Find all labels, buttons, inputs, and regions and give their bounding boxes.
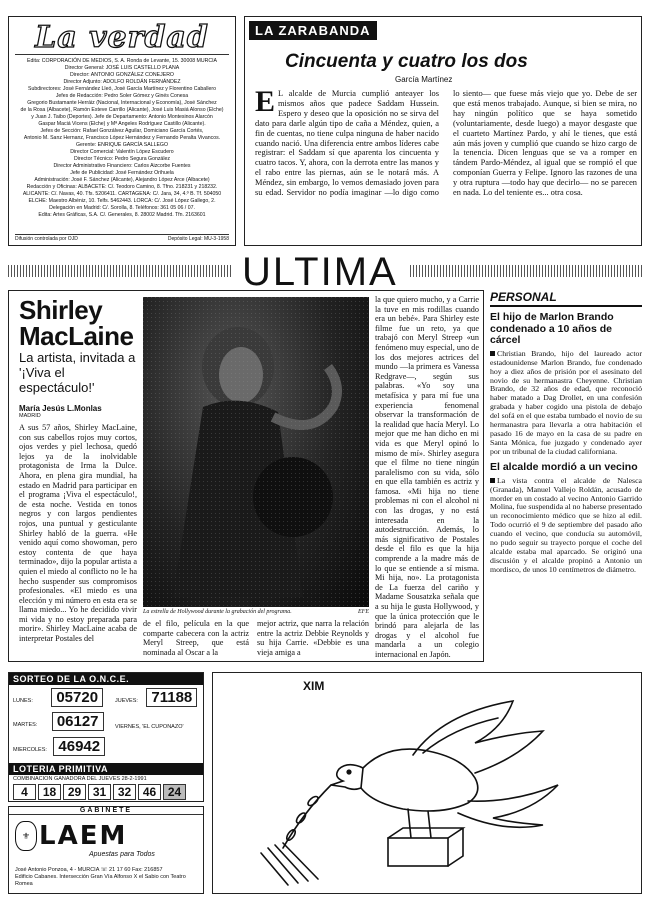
brief-body xyxy=(490,350,642,457)
ad-slogan: Apuestas para Todos xyxy=(89,851,155,858)
personal-head: PERSONAL xyxy=(490,290,642,307)
brief-text: Christian Brando, hijo del laureado actor estadounidense Marlon Brando, fue condenado hoy a diez años de prisión por el asesinato del novio de su hermanastra Cheyenne. Christian Brando, de 32 años de edad, que reconoció haber matado a Dag Drollet, en una confesión grabada y haber cogido una pistola de debajo del sofá en el que estaba tumbado el novio de su hermanastra para llevarla a otra habitación el pasado 16 de mayo en la casa de su padre en Santa Mónica, fue juzgado y condenado ayer por un tribunal de la ciudad californiana. xyxy=(490,348,642,457)
once-day: JUEVES: xyxy=(115,698,138,704)
column-author: García Martínez xyxy=(395,75,453,84)
once-result xyxy=(13,688,103,707)
once-day: MARTES: xyxy=(13,722,38,728)
staff-line: ELCHE: Maestro Albéniz, 10. Telfs. 5462443. LORCA: C/. José López Gallego, 2. xyxy=(28,198,216,204)
primitiva-number: 46 xyxy=(138,784,161,800)
once-day: LUNES: xyxy=(13,698,33,704)
newspaper-logo: La verdad xyxy=(15,21,229,55)
staff-line: Antonio M. Sanz Hernanz, Francisco López Hernández y Fernando Peralta Vivancos. xyxy=(23,135,221,141)
zarabanda-column xyxy=(244,16,642,246)
ad-address xyxy=(15,867,203,888)
staff-line: Gerente: ENRIQUE GARCÍA SALLEGO xyxy=(76,142,168,148)
primitiva-title: LOTERIA PRIMITIVA xyxy=(9,763,203,775)
banner-title: ULTIMA xyxy=(232,250,408,295)
once-result xyxy=(13,737,105,756)
staff-line: ALICANTE: C/. Navas, 40. Tfs. 5206411. CARTAGENA: C/. Jara, 34, 4.º B. Tf. 504050 xyxy=(22,191,222,197)
article-continuation-1: de el filo, película en la que comparte cabecera con la actriz Meryl Streep, que está nominada al Oscar a la xyxy=(143,619,249,657)
article-column-3: la que quiero mucho, y a Carrie la tuve en mis rodillas cuando era un bebé». Para Shirley este filme fue un reto, ya que trabajó con Meryl Streep «un fenómeno muy especial, uno de los dos mejores actrices del mundo —la primera es Vanessa Redgrave—, según sus palabras. «Yo soy una metafísica y para mí fue una experiencia fenomenal observar la transformación de la realidad que hacía Meryl. Lo mejor que me han dicho en mi vida es que Meryl opinó lo mismo de mí». Shirley asegura que el filme no tiene ningún paralelismo con su vida, sólo en que ella también es actriz y famosa. «Mi hija no tiene problemas ni con el alcohol ni con las drogas, y no está interesada en la autodestrucción. Además, lo más significativo de Postales desde el filo es que la hija comprende a la madre más de lo que se entiende a sí misma. Mi hija, no». La protagonista de La fuerza del cariño y Madame Sousatzka señala que a su hija le gusta Hollywood, y que la única protección que le brindó para alejarla de las drogas y el alcohol fue mandarla a un colegio internacional en Japón. xyxy=(375,295,479,659)
dove-cartoon-illustration xyxy=(213,673,643,895)
staff-line: Director Técnico: Pedro Segura González xyxy=(74,156,170,162)
once-number: 46942 xyxy=(53,737,105,756)
ojd-note: Difusión controlada por OJD xyxy=(15,235,78,242)
primitiva-subtitle: COMBINACION GANADORA DEL JUEVES 28-2-1991 xyxy=(13,776,147,782)
primitiva-number: 31 xyxy=(88,784,111,800)
section-banner xyxy=(8,250,642,294)
lottery-results xyxy=(8,672,204,802)
title-line: Shirley xyxy=(19,295,103,325)
brief-title: El hijo de Marlon Brando condenado a 10 años de cárcel xyxy=(490,311,614,347)
article-byline: María Jesús L.Monlas xyxy=(19,404,102,413)
seal-icon: ⚜ xyxy=(15,821,37,851)
editorial-cartoon xyxy=(212,672,642,894)
column-headline: Cincuenta y cuatro los dos xyxy=(285,51,528,72)
cartoonist-signature: XIM xyxy=(303,679,325,693)
primitiva-number: 29 xyxy=(63,784,86,800)
once-day: MIERCOLES: xyxy=(13,747,47,753)
legal-deposit: Depósito Legal: MU-3-1958 xyxy=(167,235,229,242)
staff-credits xyxy=(15,58,229,219)
column-text: L alcalde de Murcia cumplió anteayer los mismos años que padece Saddam Hussein. Espero y deseo que la oposición no se sirva del dato para darle algún tipo de caña a Méndez, quien, a fin de cuentas, no tiene culpa ninguna de haber nacido cuando nació. Una diferencia entre ambos líderes cabe registrar: el Saddam sí que aparenta los cincuenta y cuatro tacos. Y, ahora, con la derrota entre las manos y el rabo entre las piernas, aún se le notará más. A Méndez, sin embargo, lo vemos demasiado joven para su edad. Servidor no podía imaginar —lo digo como lo siento— que fuese más viejo que yo. Debe de ser que está menos trabajado. Aunque, si bien se mira, no hay ningún político que se haya sometido (voluntariamente, desde luego) a mayor desgaste que el cuarteto Martínez Pardo, y ahí le tienes, que está aún más joven y cumplió que cuando se hizo cargo de la tenencia. Dicen lenguas que se va a romper en tándem Pardo-Méndez, al igual que se rompió el que componían Guerra y Felipe. Ignoro las razones de una y otra ruptura —todo hay que decirlo— no se parecen en nada. Lo del teniente es... otra cosa. xyxy=(255,89,637,198)
staff-line: Subdirectores: José Fernández Lleó, José García Martínez y Florentino Caballero xyxy=(28,86,216,92)
once-title: SORTEO DE LA O.N.C.E. xyxy=(9,673,203,685)
staff-line: Director Comercial: Valentín López Escudero xyxy=(70,149,174,155)
staff-line: Delegación en Madrid: C/. Sorolla, 8. Teléfonos: 361 05 06 / 07. xyxy=(49,205,195,211)
staff-line: Director Adjunto: ADOLFO ROLDÁN FERNÁNDEZ xyxy=(63,79,181,85)
title-line: MacLaine xyxy=(19,321,134,351)
staff-line: Gregorio Bustamante Herráiz (Nacional, Internacional y Economía), José Sánchez xyxy=(27,100,217,106)
column-body xyxy=(255,85,637,198)
article-dateline: MADRID xyxy=(19,413,41,419)
article-photo xyxy=(143,297,369,607)
bullet-icon xyxy=(490,478,495,483)
once-result xyxy=(115,688,197,707)
personal-column xyxy=(490,290,642,662)
once-result xyxy=(115,715,184,733)
brief-title: El alcalde mordió a un vecino xyxy=(490,461,638,474)
photo-illustration xyxy=(143,297,369,607)
brief-text: La vista contra el alcalde de Nalesca (Granada), Manuel Vallejo Roldán, acusado de morder en un costado al vecino Antonio Garrido Molina, fue suspendida al no haberse presentado un reconocimiento médico que se hizo al edil. Todo ocurrió el 9 de septiembre del pasado año cuando el vecino, que conducía su automóvil, no pudo seguir su trayecto porque el coche del alcalde estaba mal aparcado. Se originó una discusión y el alcalde propinó a Antonio un mordisco, de unos 10 centímetros de diámetro. xyxy=(490,475,642,575)
staff-line: de la Rosa (Albacete), Ramón Esteve Carrillo (Alicante), José Luis Masiá Alonso (Elche) xyxy=(20,107,224,113)
staff-line: Edita: CORPORACIÓN DE MEDIOS, S. A. Ronda de Levante, 15. 30008 MURCIA xyxy=(27,58,217,64)
once-grid xyxy=(9,685,203,763)
ad-logo: LAEM xyxy=(39,821,128,851)
staff-line: Gaspar Maciá Vicens (Elche) y Mª Angeles Rodríguez Castillo (Alicante). xyxy=(38,121,206,127)
masthead-footer xyxy=(15,234,229,242)
address-line: Edificio Cabanes. Intersección Gran Vía Alfonso X el Sabio con Teatro Romea xyxy=(15,874,186,888)
masthead xyxy=(8,16,236,246)
staff-line: Director: ANTONIO GONZÁLEZ CONEJERO xyxy=(70,72,174,78)
shirley-article xyxy=(8,290,484,662)
address-line: José Antonio Ponzoa, 4 - MURCIA ☏ 21 17 60 Fax: 216857 xyxy=(15,867,163,873)
staff-line: y Juan J. Taibo (Deportes). Jefe de Departamento: Antonio Montesinos Alarcón xyxy=(31,114,213,120)
staff-line: Director General: JOSÉ LUIS CASTELLO PLANA xyxy=(64,65,180,71)
primitiva-number: 4 xyxy=(13,784,36,800)
staff-line: Jefes de Redacción: Pedro Soler Gómez y Ginés Conesa xyxy=(55,93,189,99)
once-number: 71188 xyxy=(146,688,197,707)
gabinete-ad xyxy=(8,806,204,894)
primitiva-number: 32 xyxy=(113,784,136,800)
primitiva-numbers xyxy=(9,783,203,801)
primitiva-complementary: 24 xyxy=(163,784,186,800)
section-title: LA ZARABANDA xyxy=(249,21,377,40)
drop-cap: E xyxy=(255,85,276,118)
staff-line: Jefes de Sección: Rafael Gonzálvez Aguilar, Domiciano García Cortés, xyxy=(40,128,204,134)
article-deck: La artista, invitada a '¡Viva el espectáculo!' xyxy=(19,350,136,395)
once-number: 06127 xyxy=(52,712,104,731)
once-day: VIERNES, 'EL CUPONAZO' xyxy=(115,724,184,730)
article-continuation-2: mejor actriz, que narra la relación entre la actriz Debbie Reynolds y su hija Carrie. «Debbie es una vieja amiga a xyxy=(257,619,369,657)
primitiva-number: 18 xyxy=(38,784,61,800)
bullet-icon xyxy=(490,351,495,356)
staff-line: Edita: Artes Gráficas, S.A. C/. Generales, 8. 28002 Madrid. Tfn. 2163601 xyxy=(38,212,206,218)
once-result xyxy=(13,712,104,731)
staff-line: Redacción y Oficinas: ALBACETE: C/. Teodoro Camino, 8. Tfno. 218231 y 218232. xyxy=(26,184,218,190)
staff-line: Director Administrativo Financiero: Carlos Aizcorbe Fuentes xyxy=(53,163,191,169)
once-number: 05720 xyxy=(51,688,103,707)
ad-head: GABINETE xyxy=(9,807,203,815)
staff-line: Administración: José F. Sánchez (Alicante), Alejandro López Arce (Albacete) xyxy=(34,177,210,183)
staff-line: Jefe de Publicidad: José Fernández Orihuela xyxy=(70,170,174,176)
brief-body xyxy=(490,477,642,575)
article-title xyxy=(19,297,134,349)
caption-text: La estrella de Hollywood durante la grabación del programa. xyxy=(143,609,292,615)
article-column-1: A sus 57 años, Shirley MacLaine, con sus cabellos rojos muy cortos, ojos verdes y piel lechosa, quedó lejos ya de la inolvidable protagonista de Irma la Dulce. Ahora, en plena gira mundial, ha estado en Madrid para participar en el programa ¡Viva el espectáculo!, de esta noche. Vestida en tonos negros y con largos pendientes rojos, una puntual y gesticulante Shirley habló de la guerra. «He venido aquí como showoman, pero estoy contenta de que haya terminado», dijo la popular artista a quien el miedo al conflicto no le ha hecho suspender sus compromisos profesionales. «El miedo es una elección y mi número en esta era se llama miedo... Yo he decidido vivir mi vida y no estoy preparada para morir». Shirley MacLaine acaba de interpretar Postales del xyxy=(19,423,137,644)
photo-caption xyxy=(143,609,369,615)
photo-credit: EFE xyxy=(358,609,369,615)
